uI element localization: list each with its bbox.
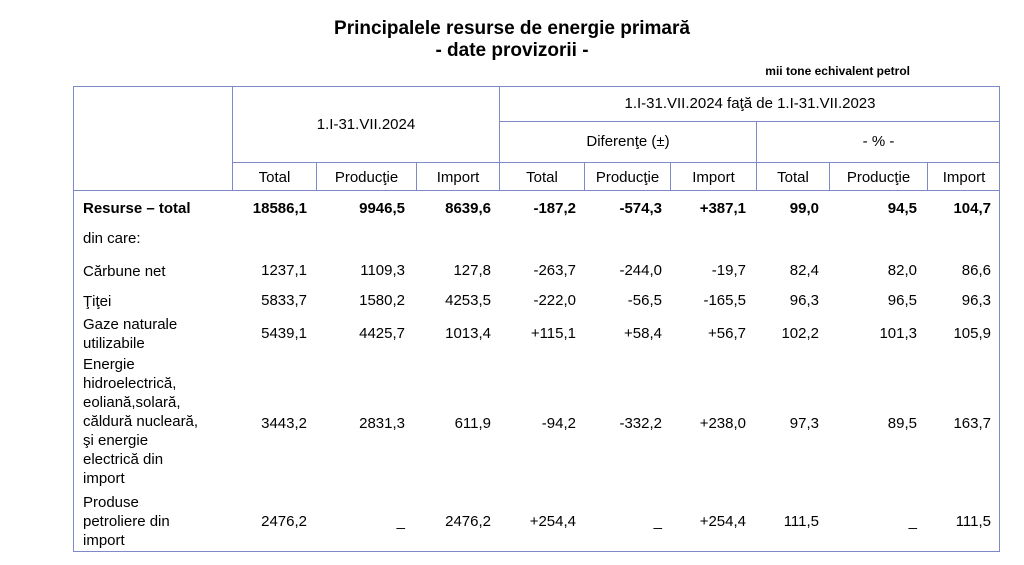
table-cell: 1109,3 (360, 262, 405, 279)
comparison-header: 1.I-31.VII.2024 faţă de 1.I-31.VII.2023 (624, 95, 876, 112)
table-cell: _ (653, 513, 662, 530)
table-cell: 4425,7 (359, 325, 405, 342)
label-line: Gaze naturale (83, 316, 178, 333)
table-cell: -263,7 (533, 262, 576, 279)
table-cell: 99,0 (789, 200, 819, 217)
table-cell: 1580,2 (359, 292, 405, 309)
table-cell: +254,4 (699, 513, 746, 530)
table-cell: 111,5 (783, 513, 819, 530)
table-cell: 9946,5 (359, 200, 405, 217)
table-cell: 1013,4 (445, 325, 491, 342)
table-cell: -56,5 (627, 292, 662, 309)
label-line: petroliere din (83, 513, 170, 530)
label-line: şi energie (83, 432, 149, 449)
row-label-gaze (83, 315, 177, 353)
table-cell: +56,7 (708, 325, 746, 342)
table-cell: 105,9 (953, 325, 991, 342)
table-cell: 2476,2 (261, 513, 307, 530)
table-cell: 8639,6 (445, 200, 491, 217)
label-line: eoliană,solară, (83, 394, 181, 411)
table-cell: +115,1 (530, 325, 576, 342)
table-cell: 5439,1 (261, 325, 307, 342)
col-header: Import (942, 169, 986, 186)
row-label-total: Resurse – total (83, 200, 191, 217)
col-header: Import (692, 169, 735, 186)
table-cell: 18586,1 (252, 200, 307, 217)
label-line: import (83, 470, 125, 487)
row-label-produse (83, 493, 170, 550)
table-cell: 101,3 (879, 325, 917, 342)
col-header: Total (258, 169, 291, 186)
table-cell: 94,5 (887, 200, 917, 217)
col-header: Producţie (334, 169, 399, 186)
table-cell: +254,4 (529, 513, 576, 530)
table-cell: 97,3 (789, 415, 819, 432)
table-cell: 163,7 (953, 415, 991, 432)
table-cell: +387,1 (699, 200, 746, 217)
table-cell: 96,3 (789, 292, 819, 309)
table-cell: 1237,1 (261, 262, 307, 279)
table-cell: 96,3 (961, 292, 991, 309)
label-line: Produse (83, 494, 139, 511)
table-cell: 127,8 (453, 262, 491, 279)
table-cell: -187,2 (533, 200, 576, 217)
percent-header: - % - (862, 133, 895, 150)
col-header: Producţie (846, 169, 911, 186)
table-cell: -19,7 (711, 262, 746, 279)
table-cell: 111,5 (955, 513, 991, 530)
table-cell: +58,4 (624, 325, 662, 342)
table-cell: +238,0 (699, 415, 746, 432)
table-cell: 96,5 (887, 292, 917, 309)
grid-line (499, 121, 1000, 122)
table-cell: 82,0 (887, 262, 917, 279)
label-line: căldură nucleară, (83, 413, 199, 430)
label-line: import (83, 532, 125, 549)
table-cell: -222,0 (533, 292, 576, 309)
unit-label: mii tone echivalent petrol (765, 64, 910, 78)
table-cell: 104,7 (953, 200, 991, 217)
table-cell: -574,3 (619, 200, 662, 217)
label-line: Energie (83, 356, 135, 373)
table-cell: -165,5 (703, 292, 746, 309)
table-cell: 2476,2 (445, 513, 491, 530)
table-cell: _ (396, 513, 405, 530)
row-label-energie (83, 355, 198, 488)
table-cell: 102,2 (781, 325, 819, 342)
row-label-titei: Ţiţei (83, 293, 112, 310)
col-header: Import (436, 169, 480, 186)
table-cell: -94,2 (541, 415, 576, 432)
label-line: electrică din (83, 451, 164, 468)
grid-line (73, 190, 1000, 191)
table-cell: 89,5 (887, 415, 917, 432)
label-line: utilizabile (83, 335, 145, 352)
title-line-2: - date provizorii - (435, 40, 589, 61)
row-label-carbune: Cărbune net (83, 263, 166, 280)
data-table (73, 86, 1000, 552)
label-line: hidroelectrică, (83, 375, 177, 392)
table-cell: _ (908, 513, 917, 530)
table-cell: 2831,3 (359, 415, 405, 432)
col-header: Total (526, 169, 558, 186)
table-cell: 611,9 (454, 415, 491, 432)
table-cell: 5833,7 (261, 292, 307, 309)
table-cell: -244,0 (619, 262, 662, 279)
period-header: 1.I-31.VII.2024 (316, 116, 416, 133)
table-cell: 4253,5 (445, 292, 491, 309)
table-cell: 82,4 (789, 262, 819, 279)
col-header: Total (777, 169, 809, 186)
col-header: Producţie (595, 169, 660, 186)
table-cell: 86,6 (961, 262, 991, 279)
table-cell: 3443,2 (261, 415, 307, 432)
differences-header: Diferenţe (±) (586, 133, 670, 150)
grid-line (232, 162, 1000, 163)
table-cell: -332,2 (619, 415, 662, 432)
row-label-din-care: din care: (83, 230, 141, 247)
title-line-1: Principalele resurse de energie primară (334, 18, 690, 39)
